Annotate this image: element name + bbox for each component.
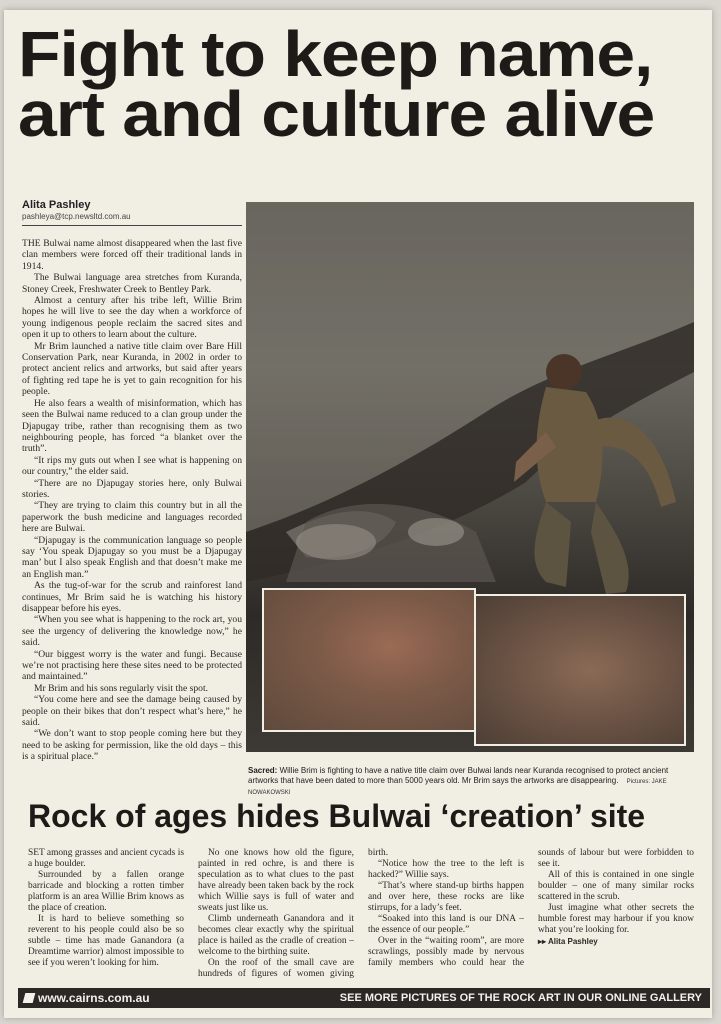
caption-label: Sacred: (248, 766, 278, 775)
caption-text: Willie Brim is fighting to have a native title claim over Bulwai lands near Kuranda recognised to protect ancient artworks that have been dated to more than 5000 years old. Mr Brim says the artworks are disappearing. (248, 766, 669, 785)
website-url: www.cairns.com.au (38, 991, 150, 1005)
sub-article-paragraph: “Notice how the tree to the left is hacked?” Willie says. (368, 859, 524, 880)
rock-art-inset-1 (262, 588, 476, 732)
article-paragraph: THE Bulwai name almost disappeared when the last five clan members were forced off their traditional lands in 1914. (22, 238, 242, 272)
photo-credit: Pictures: JAKE NOWAKOWSKI (248, 779, 667, 796)
sub-article-paragraph: “That’s where stand-up births happen and over here, these rocks are like stirrups, for a lady’s feet. (368, 881, 524, 913)
article-paragraph: “You come here and see the damage being caused by people on their bikes that don’t respect what’s here,” he said. (22, 694, 242, 729)
sub-article-paragraph: Just imagine what other secrets the humble forest may harbour if you know what you’re looking for. (538, 903, 694, 935)
sub-article-paragraph: Climb underneath Ganandora and it becomes clear exactly why the spiritual place is hailed as the cradle of creation – welcome to the birthing suite. (198, 914, 354, 957)
sub-article-paragraph: On the roof of the small cave are hundreds of figures of women giving birth. (198, 848, 389, 979)
rock-art-inset-2 (474, 594, 686, 746)
sub-headline: Rock of ages hides Bulwai ‘creation’ site (28, 798, 646, 834)
sub-article-paragraph: “Soaked into this land is our DNA – the essence of our people.” (368, 914, 524, 935)
article-paragraph: Almost a century after his tribe left, Willie Brim hopes he will live to see the day when a workforce of young indigenous people reclaim the sacred sites and open it up to others to learn about the culture. (22, 295, 242, 341)
byline-rule (22, 225, 242, 226)
article-paragraph: “When you see what is happening to the rock art, you see the urgency of delivering the knowledge now,” he said. (22, 614, 242, 649)
sub-article-paragraph: All of this is contained in one single boulder – one of many similar rocks scattered in the scrub. (538, 870, 694, 902)
article-paragraph: He also fears a wealth of misinformation, which has seen the Bulwai name reduced to a clan group under the Djapugay tribe, rather than recognising them as two neighbouring people, has forced “a blanket over the truth”. (22, 397, 242, 455)
headline-line-2: art and culture alive (18, 78, 655, 150)
headline-line-1: Fight to keep name, (18, 18, 653, 90)
sub-article-paragraph: Surrounded by a fallen orange barricade and blocking a rotten timber platform is an area Willie Brim knows as the place of creation. (28, 870, 184, 913)
article-paragraph: “We don’t want to stop people coming here but they need to be asking for permission, like the old days – this is a spiritual place.” (22, 728, 242, 763)
byline-email: pashleya@tcp.newsltd.com.au (22, 212, 131, 221)
article-paragraph: “They are trying to claim this country but in all the paperwork the bush medicine and languages recorded here are Bulwai. (22, 500, 242, 535)
article-body (22, 238, 242, 763)
sub-article-body (28, 848, 694, 980)
gallery-promo: SEE MORE PICTURES OF THE ROCK ART IN OUR ONLINE GALLERY (339, 992, 702, 1004)
byline-name: Alita Pashley (22, 199, 91, 211)
website-link[interactable] (18, 991, 150, 1005)
byline (22, 199, 242, 226)
article-paragraph: “Djapugay is the communication language so people say ‘You speak Djapugay so you must be a Djapugay man’ but I also speak English and that doesn’t make me an English man.” (22, 534, 242, 580)
site-logo-icon (23, 993, 36, 1003)
article-paragraph: “Our biggest worry is the water and fungi. Because we’re not practising here these sites need to be protected and maintained.” (22, 648, 242, 683)
headline (18, 18, 721, 150)
sub-article-paragraph: No one knows how old the figure, painted in red ochre, is and there is speculation as to what clues to the past have already been taken back by the rock which Willie says is full of water and sweats just like us. (198, 848, 354, 913)
sub-article-paragraph: Over in the “waiting room”, are more scrawlings, possibly made by nervous family members who could hear the sounds of labour but were forbidden to see it. (368, 848, 694, 968)
sub-article-signoff: ▸▸ Alita Pashley (538, 937, 598, 946)
sub-article-paragraph: It is hard to believe something so reverent to his people could also be so subtle – time has made Ganandora (a Dreamtime warrior) almost impossible to see if you weren’t looking for him. (28, 914, 184, 968)
article-paragraph: As the tug-of-war for the scrub and rainforest land continues, Mr Brim said he is watching his history disappear before his eyes. (22, 580, 242, 614)
article-paragraph: The Bulwai language area stretches from Kuranda, Stoney Creek, Freshwater Creek to Bentley Park. (22, 272, 242, 295)
article-paragraph: Mr Brim launched a native title claim over Bare Hill Conservation Park, near Kuranda, in 2002 in order to protect ancient relics and artworks, but said after years of fighting red tape he is yet to gain recognition for his people. (22, 340, 242, 398)
photo-caption (248, 766, 696, 798)
main-photo (246, 202, 694, 752)
article-paragraph: Mr Brim and his sons regularly visit the spot. (34, 682, 209, 694)
article-paragraph: “There are no Djapugay stories here, only Bulwai stories. (22, 477, 242, 500)
footer-bar (18, 988, 710, 1008)
article-paragraph: “It rips my guts out when I see what is happening on our country,” the elder said. (22, 454, 242, 478)
sub-article-paragraph: SET among grasses and ancient cycads is a huge boulder. (28, 848, 184, 869)
